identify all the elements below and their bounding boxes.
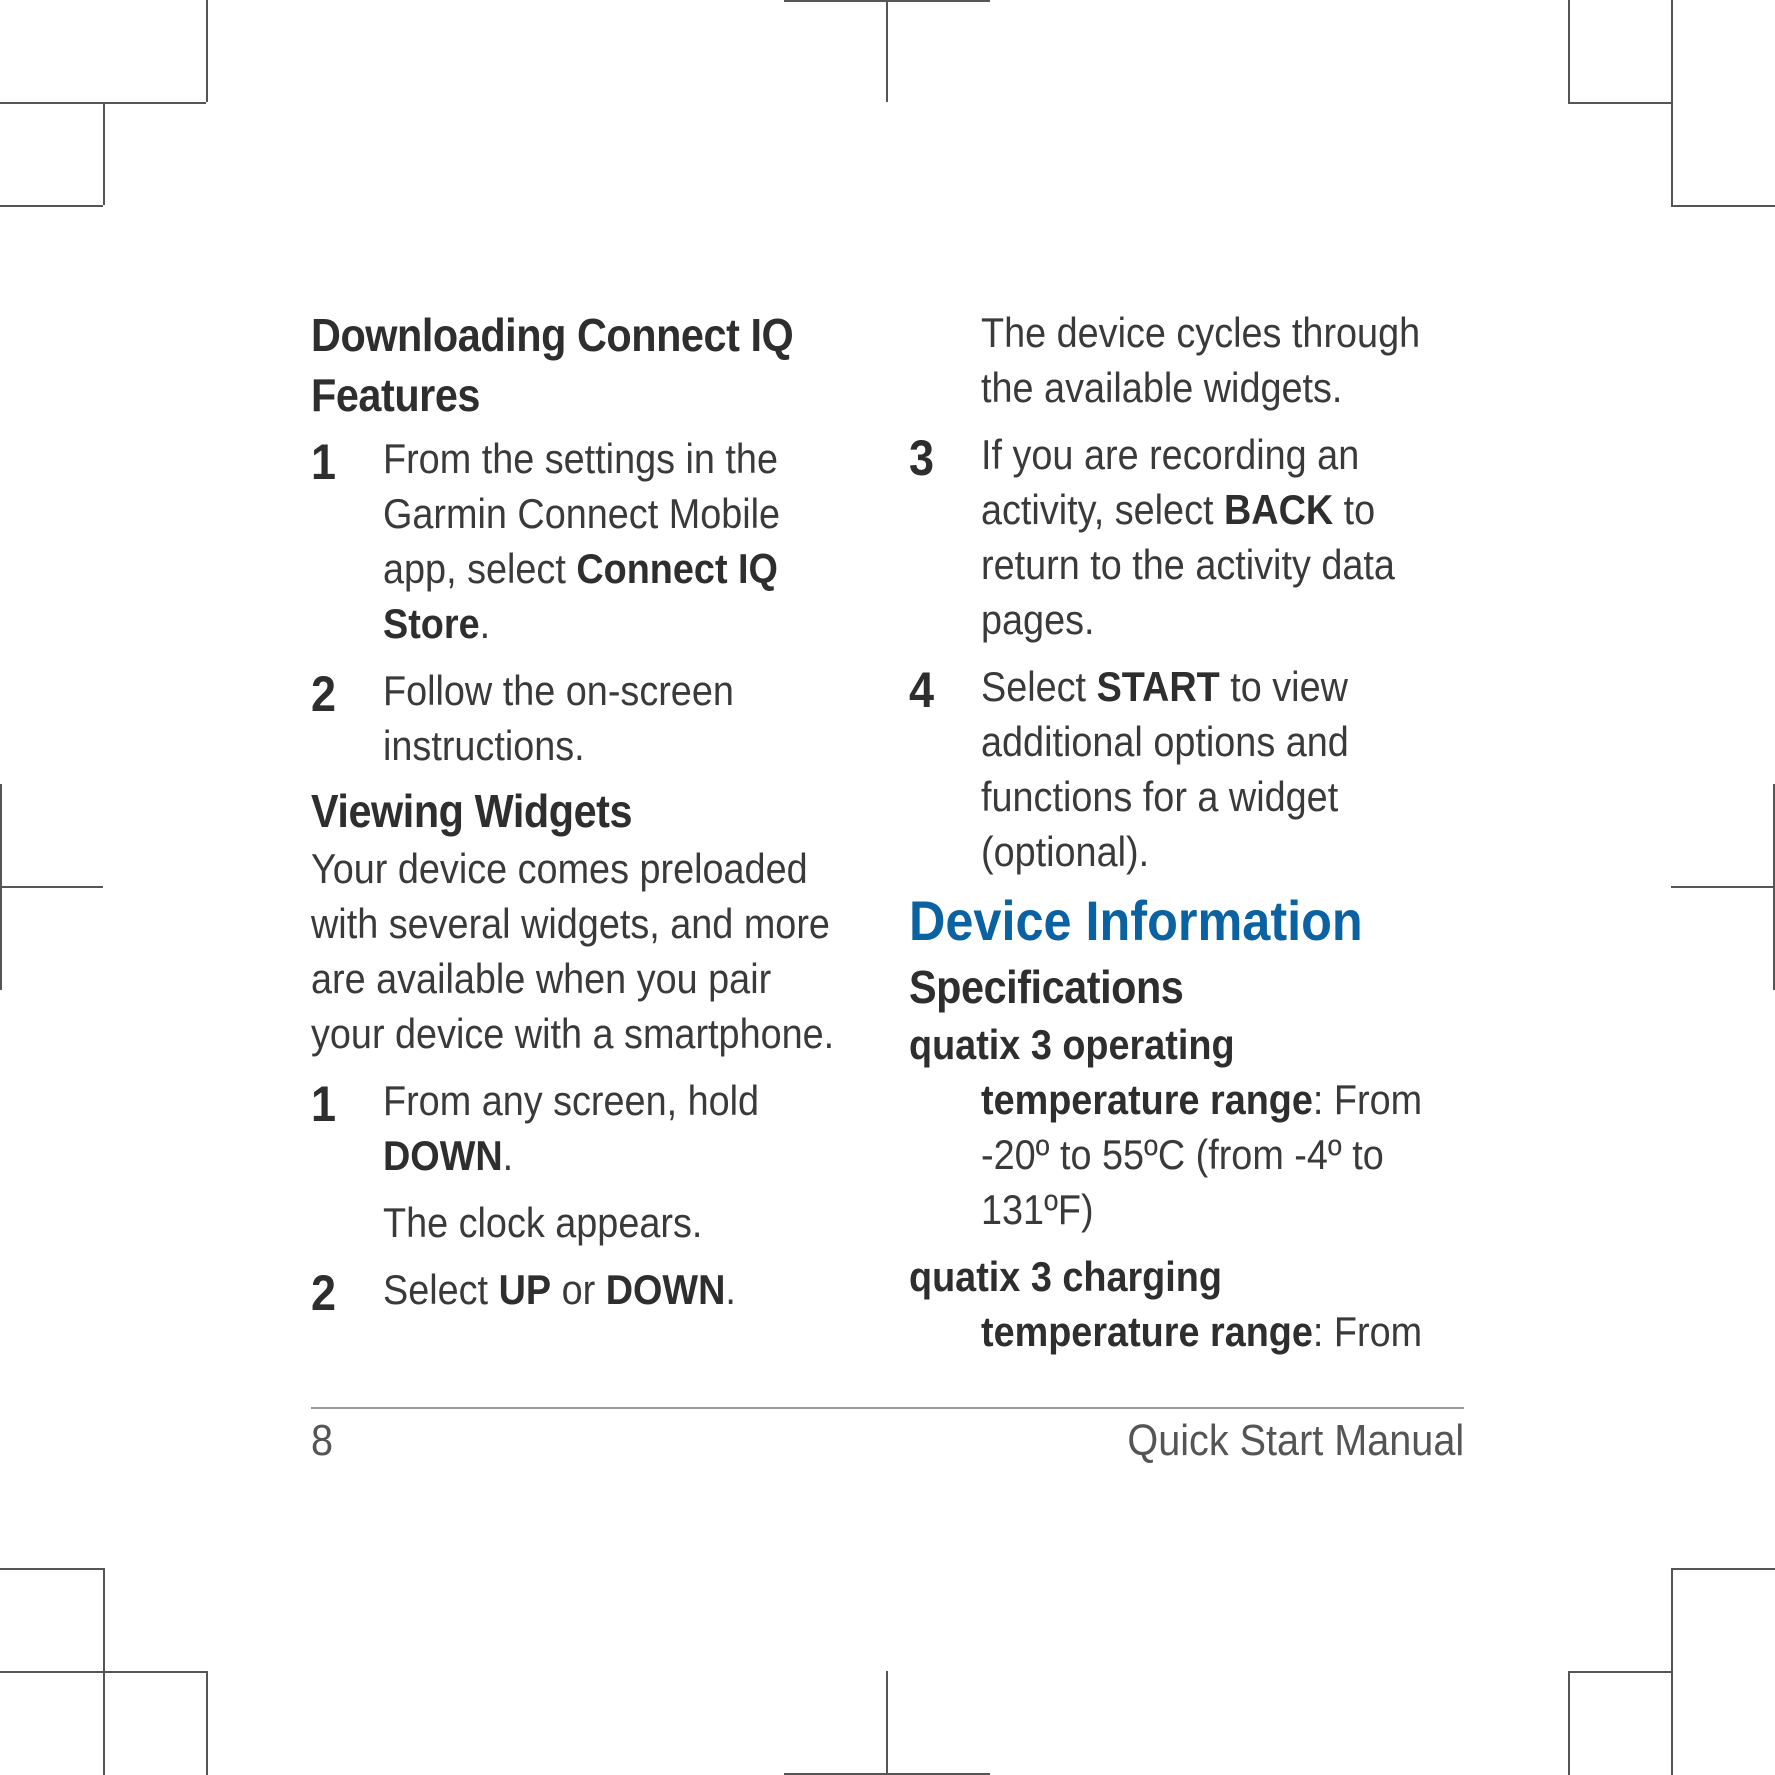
footer-divider [311, 1407, 1464, 1409]
section-title-viewing-widgets: Viewing Widgets [311, 785, 633, 837]
section-title-specifications: Specifications [909, 961, 1184, 1013]
crop-mark [1671, 1568, 1775, 1570]
spec-entry: quatix 3 charging temperature range: From [909, 1253, 1423, 1355]
crop-mark [1671, 205, 1775, 207]
step-item: 2 Follow the on-screen instructions. [311, 666, 734, 769]
ui-label-down: DOWN [605, 1266, 726, 1313]
crop-mark [0, 1568, 103, 1570]
crop-mark [1568, 102, 1671, 104]
page-number: 8 [311, 1416, 334, 1465]
step-number: 2 [311, 1265, 337, 1321]
intro-paragraph: Your device comes preloaded with several widgets, and more are available when you pair your device with a smartphone. [311, 845, 835, 1057]
right-column [909, 305, 1469, 1359]
crop-mark [1568, 1671, 1671, 1673]
left-column [311, 305, 871, 1321]
step-result: The device cycles through the available widgets. [981, 309, 1421, 411]
step-number: 1 [311, 1076, 337, 1132]
spec-entry: quatix 3 operating temperature range: From -20º to 55ºC (from -4º to 131ºF) [909, 1021, 1423, 1233]
crop-mark [0, 205, 103, 207]
crop-mark [1671, 886, 1775, 888]
crop-mark [1568, 1671, 1570, 1775]
step-item: 3 If you are recording an activity, select BACK to return to the activity data pages. [909, 430, 1395, 643]
step-number: 2 [311, 666, 337, 722]
step-result: The clock appears. [383, 1199, 703, 1246]
crop-mark [886, 0, 888, 102]
crop-mark [886, 1671, 888, 1775]
step-item: 2 Select UP or DOWN. [311, 1265, 736, 1321]
step-number: 3 [909, 430, 935, 486]
crop-mark [206, 1671, 208, 1775]
ui-label-up: UP [498, 1266, 552, 1313]
ui-label-down: DOWN [383, 1132, 503, 1179]
step-item: 1 From the settings in the Garmin Connect Mobile app, select Connect IQ Store. [311, 434, 781, 647]
crop-mark [1568, 0, 1570, 102]
crop-mark [0, 1671, 206, 1673]
step-number: 1 [311, 434, 337, 490]
step-item: 1 From any screen, hold DOWN. [311, 1076, 760, 1179]
chapter-title: Device Information [909, 889, 1363, 952]
step-number: 4 [909, 662, 935, 718]
section-title-downloading: Downloading Connect IQ Features [311, 309, 794, 421]
crop-mark [0, 886, 103, 888]
crop-mark [1671, 0, 1673, 205]
crop-mark [1671, 1568, 1673, 1775]
ui-label-connect-iq: Connect IQ [576, 545, 778, 592]
manual-title: Quick Start Manual [1127, 1416, 1464, 1465]
crop-mark [103, 102, 105, 205]
ui-label-back: BACK [1223, 486, 1334, 533]
ui-label-start: START [1096, 663, 1220, 710]
crop-mark [206, 0, 208, 102]
ui-label-store: Store [383, 600, 480, 647]
step-item: 4 Select START to view additional options and functions for a widget (optional). [909, 662, 1349, 875]
